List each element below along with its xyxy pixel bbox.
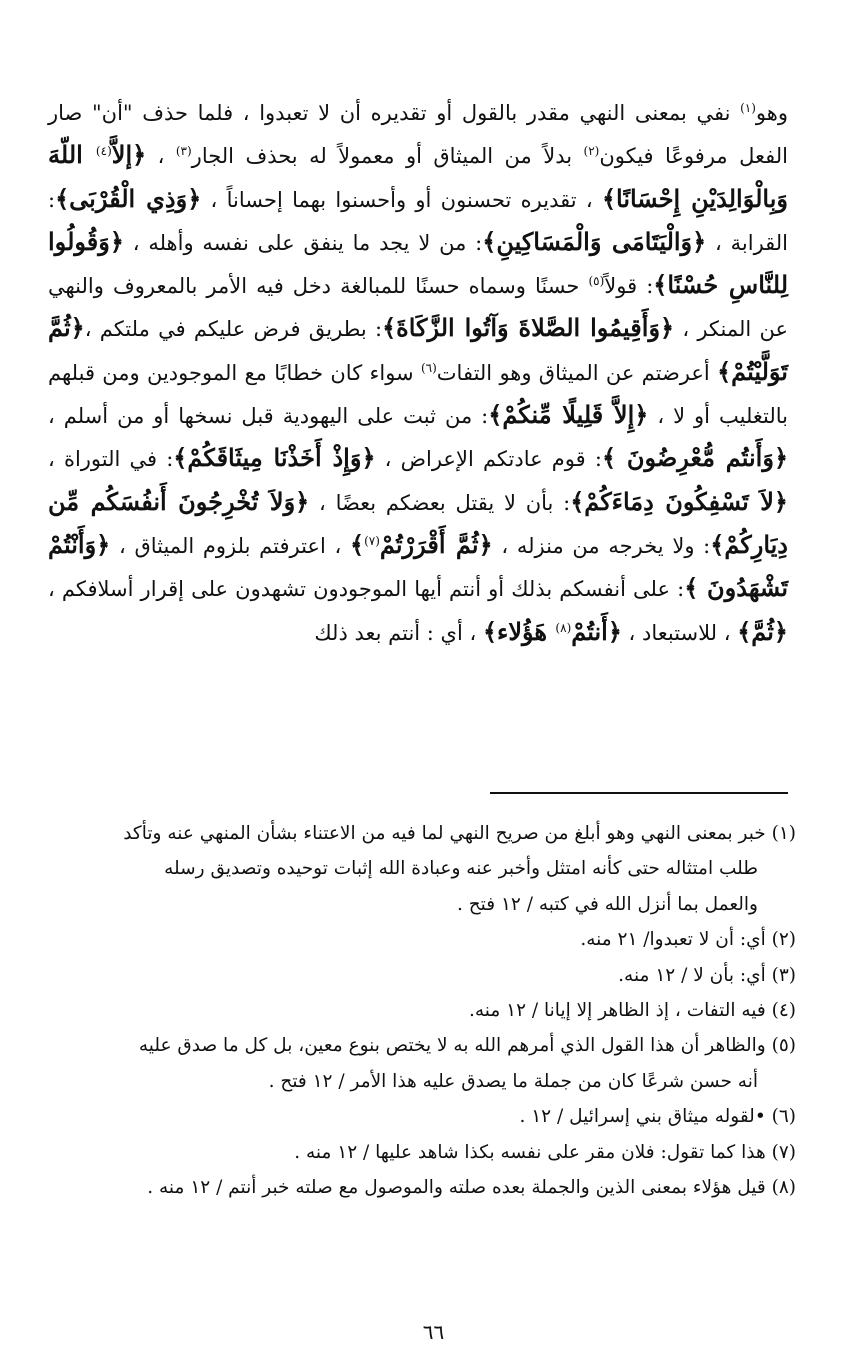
quran-quote: ﴿ثُمَّ﴾ (737, 616, 788, 646)
footnote-marker: (٤) (95, 144, 112, 159)
footnote-text: والظاهر أن هذا القول الذي أمرهم الله به لا يختص بنوع معين، بل كل ما صدق عليه (138, 1035, 766, 1057)
quran-quote: ﴿أَنتُمْ (571, 616, 622, 646)
page-number: ٦٦ (422, 1320, 445, 1344)
commentary-text: : على أنفسكم بذلك أو أنتم أيها الموجودون تشهدون على إقرار أسلافكم ، (48, 577, 685, 602)
commentary-text: ، اعترفتم بلزوم الميثاق ، (110, 533, 351, 558)
footnote-number: (١) (771, 823, 796, 844)
quran-quote: ﴿وَقُولُوا لِلنَّاسِ حُسْنًا﴾ (48, 226, 788, 300)
commentary-text: : في التوراة ، (48, 447, 174, 472)
commentary-text: : بأن لا يقتل بعضكم بعضًا ، (309, 490, 571, 515)
footnote-text: هذا كما تقول: فلان مقر على نفسه بكذا شاهد عليها / ١٢ منه . (294, 1141, 766, 1163)
footnote-marker: (١) (740, 101, 756, 115)
commentary-text: ، (146, 144, 176, 169)
footnote-text: قيل هؤلاء بمعنى الذين والجملة بعده صلته والموصول مع صلته خبر أنتم / ١٢ منه . (147, 1177, 766, 1199)
footnote-marker: (٣) (175, 144, 192, 159)
commentary-text: ، أي : أنتم بعد ذلك (314, 620, 483, 645)
footnote-marker: (٦) (420, 360, 437, 375)
commentary-text: : قوم عادتكم الإعراض ، (375, 447, 602, 472)
quran-quote: ﴿وَإِذْ أَخَذْنَا مِيثَاقَكُمْ﴾ (173, 443, 376, 473)
quran-quote: ﴿إلاَّ (111, 140, 147, 170)
footnote (40, 958, 796, 993)
footnote-number: (٤) (771, 1000, 796, 1022)
footnote-number: (٣) (771, 964, 796, 986)
main-text (48, 92, 788, 654)
footnote-text: فيه التفات ، إذ الظاهر إلا إيانا / ١٢ منه. (468, 1000, 766, 1022)
footnote (40, 1170, 796, 1205)
footnote-marker: (٢) (583, 144, 600, 159)
quran-quote: ﴿إِلاَّ قَلِيلًا مِّنكُمْ﴾ (488, 400, 649, 430)
commentary-text: : ولا يخرجه من منزله ، (492, 533, 711, 558)
footnote-text-continued: أنه حسن شرعًا كان من جملة ما يصدق عليه هذا الأمر / ١٢ فتح . (268, 1070, 758, 1092)
footnote-marker: (٧) (364, 533, 380, 548)
footnote-text: أي: بأن لا / ١٢ منه. (618, 964, 766, 986)
commentary-text: ، للاستبعاد ، (621, 620, 738, 645)
footnote (40, 1135, 796, 1170)
quran-quote: ﴿وَذِي الْقُرْبَى﴾ (55, 183, 202, 213)
footnote (40, 993, 796, 1028)
footnote-text: •لقوله ميثاق بني إسرائيل / ١٢ . (519, 1106, 766, 1128)
commentary-text: : قولاً (604, 274, 654, 299)
footnote-marker: (٥) (588, 274, 605, 289)
quran-quote: اللّهَ وَبِالْوَالِدَيْنِ إِحْسَانًا﴾ (48, 140, 788, 213)
footnote (40, 1099, 796, 1134)
quran-quote: ﴿ثُمَّ تَوَلَّيْتُمْ﴾ (48, 313, 788, 386)
footnote (40, 1028, 796, 1099)
footnote-text: خبر بمعنى النهي وهو أبلغ من صريح النهي لما فيه من الاعتناء بشأن المنهي عنه وتأكد (123, 823, 766, 844)
commentary-text: : من لا يجد ما ينفق على نفسه وأهله ، (123, 230, 483, 255)
commentary-text: أعرضتم عن الميثاق وهو التفات (436, 360, 718, 385)
footnote-number: (٢) (771, 929, 796, 951)
footnote-number: (٥) (771, 1035, 796, 1057)
commentary-text: حسنًا وسماه حسنًا للمبالغة دخل فيه الأمر بالمعروف والنهي عن المنكر ، (48, 274, 788, 342)
quran-quote: ﴿وَأَنْتُمْ تَشْهَدُونَ ﴾ (48, 529, 788, 603)
footnote-marker: (٨) (555, 620, 572, 635)
footnotes-list (40, 816, 796, 1205)
commentary-text: : بطريق فرض عليكم في ملتكم ، (84, 317, 383, 342)
quran-quote: ﴿ثُمَّ أَقْرَرْتُمْ (379, 529, 493, 559)
quran-quote: ﴿وَلاَ تُخْرِجُونَ أَنفُسَكُم مِّن دِيَارِكُمْ﴾ (48, 486, 788, 559)
footnote-separator (490, 792, 788, 794)
footnote-number: (٨) (771, 1177, 796, 1199)
quran-quote: ﴿وَالْيَتَامَى وَالْمَسَاكِينِ﴾ (482, 226, 707, 256)
commentary-text: نفي بمعنى النهي مقدر بالقول أو تقديره أن لا تعبدوا ، فلما حذف "أن" صار الفعل مرفوعًا فيكون (48, 101, 789, 169)
commentary-text: ، تقديره تحسنون أو وأحسنوا بهما إحساناً ، (201, 187, 602, 212)
quran-quote: ﴿وَأَقِيمُوا الصَّلاةَ وَآتُوا الزَّكَاةَ﴾ (382, 313, 675, 343)
quran-quote: ﴿وَأَنتُم مُّعْرِضُونَ ﴾ (601, 443, 789, 473)
commentary-text: بدلاً من الميثاق أو معمولاً له بحذف الجار (191, 144, 584, 169)
footnote-text-continued: والعمل بما أنزل الله في كتبه / ١٢ فتح . (456, 893, 758, 915)
quran-quote: هَؤُلاء﴾ (482, 616, 556, 646)
footnote-number: (٦) (771, 1106, 796, 1128)
commentary-text: : من ثبت على اليهودية قبل نسخها أو من أسلم ، (48, 404, 489, 429)
footnote-number: (٧) (771, 1141, 796, 1163)
commentary-text: : القرابة ، (48, 187, 789, 255)
commentary-text: سواء كان خطابًا مع الموجودين ومن قبلهم بالتغليب أو لا ، (48, 360, 789, 429)
footnote (40, 922, 796, 957)
footnote-text: أي: أن لا تعبدوا/ ٢١ منه. (580, 929, 766, 951)
footnote (40, 816, 796, 922)
footnote-text-continued: طلب امتثاله حتى كأنه امتثل وأخبر عنه وعبادة الله إثبات توحيده وتصديق رسله (164, 858, 758, 880)
quran-quote: ﴿لاَ تَسْفِكُونَ دِمَاءَكُمْ﴾ (570, 486, 788, 516)
commentary-text: وهو (755, 101, 788, 125)
quran-quote: ﴾ (350, 529, 365, 559)
